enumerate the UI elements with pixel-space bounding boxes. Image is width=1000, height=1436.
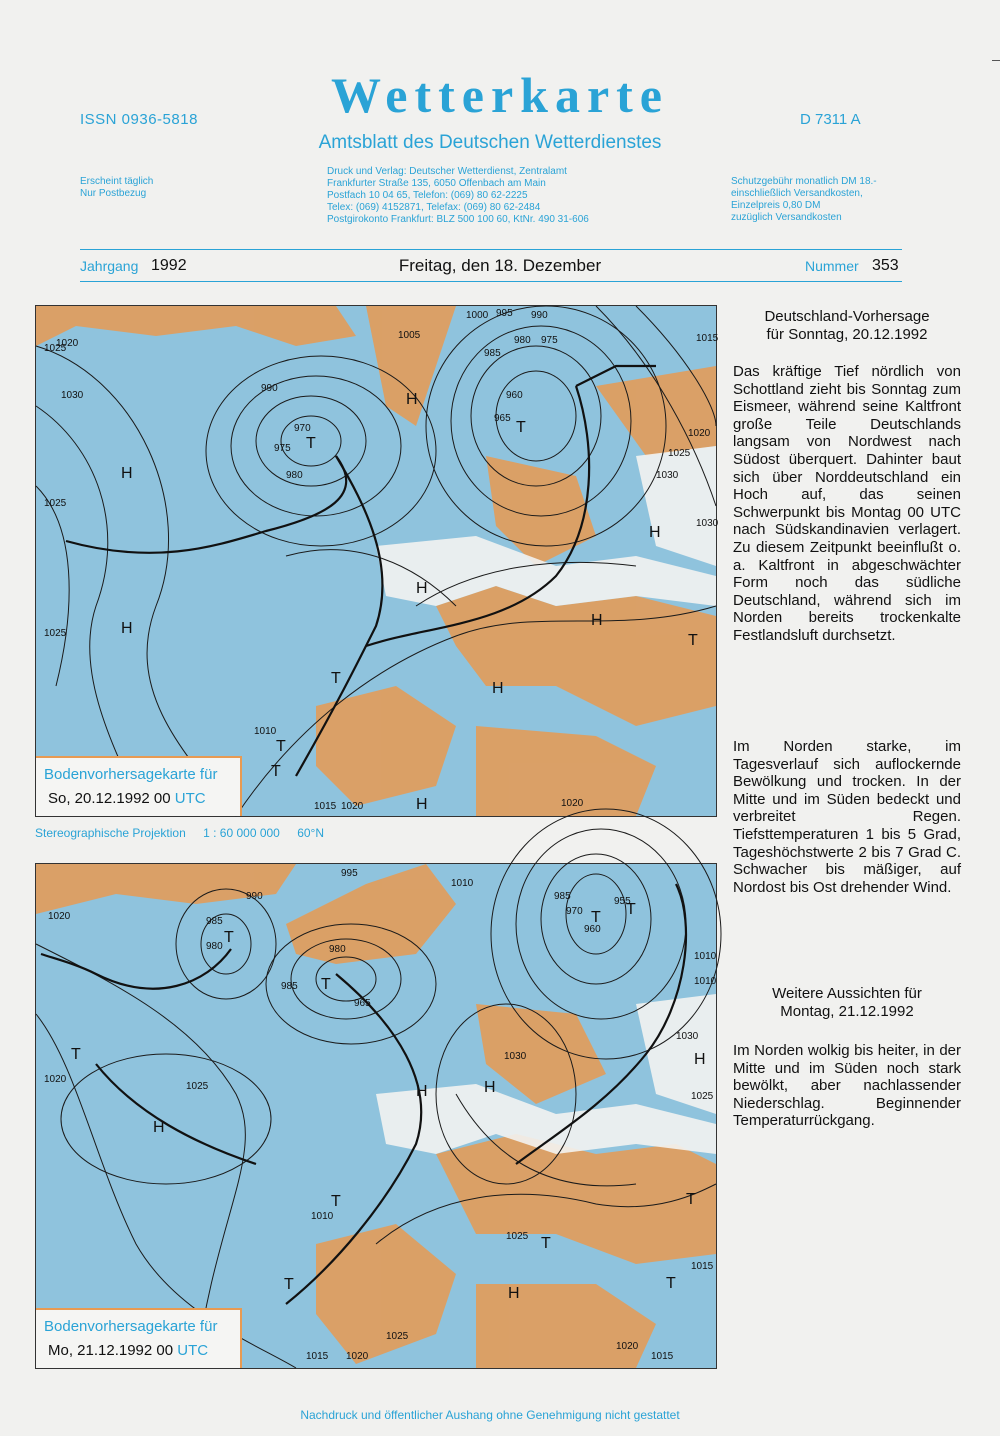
high-label: H bbox=[492, 680, 504, 697]
isobar-label: 980 bbox=[206, 941, 223, 952]
isobar-label: 1025 bbox=[44, 498, 67, 509]
edge-mark bbox=[992, 60, 1000, 61]
isobar-label: 1010 bbox=[311, 1211, 334, 1222]
projection-lat: 60°N bbox=[297, 826, 324, 840]
map-caption-datetime: Mo, 21.12.1992 00 bbox=[48, 1342, 174, 1359]
isobar-label: 1030 bbox=[656, 470, 679, 481]
high-label: H bbox=[649, 524, 661, 541]
forecast-map-monday bbox=[35, 863, 717, 1369]
projection-label: Stereographische Projektion bbox=[35, 826, 186, 840]
low-label: T bbox=[331, 1193, 341, 1210]
isobar-label: 955 bbox=[614, 896, 631, 907]
isobar-label: 970 bbox=[294, 423, 311, 434]
isobar-label: 985 bbox=[206, 916, 223, 927]
high-label: H bbox=[416, 796, 428, 813]
isobar-label: 1015 bbox=[314, 801, 337, 812]
high-label: H bbox=[121, 620, 133, 637]
publication-note-line: Nur Postbezug bbox=[80, 188, 147, 199]
weather-map-2 bbox=[36, 864, 716, 1368]
isobar-label: 1015 bbox=[651, 1351, 674, 1362]
high-label: H bbox=[121, 465, 133, 482]
low-label: T bbox=[331, 670, 341, 687]
isobar-label: 990 bbox=[261, 383, 278, 394]
isobar-label: 975 bbox=[541, 335, 558, 346]
low-label: T bbox=[666, 1275, 676, 1292]
low-label: T bbox=[686, 1191, 696, 1208]
isobar-label: 1010 bbox=[694, 951, 717, 962]
high-label: H bbox=[694, 1051, 706, 1068]
publisher-line: Postgirokonto Frankfurt: BLZ 500 100 60, KtNr. 490 31-606 bbox=[327, 214, 589, 225]
map-caption-datetime: So, 20.12.1992 00 bbox=[48, 790, 171, 807]
outlook-text bbox=[733, 1042, 961, 1130]
isobar-label: 965 bbox=[354, 998, 371, 1009]
header-rule-top bbox=[80, 249, 902, 250]
price-info bbox=[731, 176, 931, 224]
isobar-label: 1030 bbox=[504, 1051, 527, 1062]
isobar-label: 1020 bbox=[346, 1351, 369, 1362]
low-label: T bbox=[591, 909, 601, 926]
high-label: H bbox=[406, 391, 418, 408]
jahrgang-value: 1992 bbox=[151, 257, 187, 274]
isobar-label: 1030 bbox=[61, 390, 84, 401]
isobar-label: 995 bbox=[496, 308, 513, 319]
issue-date: Freitag, den 18. Dezember bbox=[398, 256, 602, 275]
low-label: T bbox=[284, 1276, 294, 1293]
projection-scale: 1 : 60 000 000 bbox=[203, 826, 280, 840]
forecast-heading-line: für Sonntag, 20.12.1992 bbox=[766, 325, 928, 343]
nummer-label: Nummer bbox=[805, 258, 859, 274]
isobar-label: 980 bbox=[514, 335, 531, 346]
isobar-label: 1020 bbox=[616, 1341, 639, 1352]
forecast-heading-line: Deutschland-Vorhersage bbox=[764, 308, 930, 325]
outlook-heading-line: Weitere Aussichten für bbox=[772, 985, 922, 1002]
isobar-label: 980 bbox=[286, 470, 303, 481]
map-caption-title: Bodenvorhersagekarte für bbox=[44, 1318, 218, 1335]
isobar-label: 985 bbox=[484, 348, 501, 359]
high-label: H bbox=[508, 1285, 520, 1302]
masthead-subtitle: Amtsblatt des Deutschen Wetterdienstes bbox=[318, 132, 662, 153]
isobar-label: 1030 bbox=[676, 1031, 699, 1042]
isobar-label: 995 bbox=[341, 868, 358, 879]
isobar-label: 970 bbox=[566, 906, 583, 917]
low-label: T bbox=[688, 632, 698, 649]
isobar-label: 1015 bbox=[691, 1261, 714, 1272]
low-label: T bbox=[306, 435, 316, 452]
publisher-info bbox=[327, 166, 677, 226]
map-caption-utc: UTC bbox=[174, 790, 206, 807]
isobar-label: 960 bbox=[506, 390, 523, 401]
isobar-label: 1020 bbox=[688, 428, 711, 439]
publication-note-line: Erscheint täglich bbox=[80, 176, 154, 187]
map-caption-date bbox=[48, 790, 206, 807]
footer-notice: Nachdruck und öffentlicher Aushang ohne Genehmigung nicht gestattet bbox=[300, 1408, 680, 1422]
outlook-heading-line: Montag, 21.12.1992 bbox=[780, 1002, 914, 1020]
header-rule-bottom bbox=[80, 281, 902, 282]
low-label: T bbox=[71, 1046, 81, 1063]
jahrgang-label: Jahrgang bbox=[80, 258, 139, 274]
high-label: H bbox=[416, 1083, 428, 1100]
low-label: T bbox=[541, 1235, 551, 1252]
isobar-label: 1005 bbox=[398, 330, 421, 341]
isobar-label: 1020 bbox=[48, 911, 71, 922]
isobar-label: 1020 bbox=[56, 338, 79, 349]
isobar-label: 1015 bbox=[306, 1351, 329, 1362]
low-label: T bbox=[516, 419, 526, 436]
isobar-label: 985 bbox=[554, 891, 571, 902]
outlook-paragraph: Im Norden wolkig bis heiter, in der Mitte und im Süden noch stark bewölkt, aber nachlassender Niederschlag. Beginnender Temperaturrückgang. bbox=[733, 1042, 961, 1130]
high-label: H bbox=[591, 612, 603, 629]
forecast-paragraph: Das kräftige Tief nördlich von Schottland zieht bis Sonntag zum Eismeer, während seine Kaltfront große Teile Deutschlands langsam von Nordwest nach Südost überquert. Dahinter baut sich über Norddeutschland ein Hoch auf, das seinen Schwerpunkt bis Montag 00 UTC nach Südskandinavien verlagert. Zu diesem Zeitpunkt beeinflußt o. a. Kaltfront in abgeschwächter Form noch das südliche Deutschland, während sich im Norden bereits trockenkalte Festlandsluft durchsetzt. bbox=[733, 363, 961, 644]
isobar-label: 1010 bbox=[694, 976, 717, 987]
isobar-label: 1030 bbox=[696, 518, 719, 529]
publisher-line: Frankfurter Straße 135, 6050 Offenbach am Main bbox=[327, 178, 546, 189]
forecast-paragraph: Im Norden starke, im Tagesverlauf sich auflockernde Bewölkung und trocken. In der Mitte und im Süden bedeckt und verbreitet Regen. Tiefsttemperaturen 1 bis 5 Grad, Tageshöchstwerte 2 bis 7 Grad C. Schwacher bis mäßiger, auf Nordost bis Ost drehender Wind. bbox=[733, 738, 961, 896]
isobar-label: 985 bbox=[281, 981, 298, 992]
isobar-label: 1025 bbox=[668, 448, 691, 459]
price-line: Einzelpreis 0,80 DM bbox=[731, 200, 821, 211]
isobar-label: 965 bbox=[494, 413, 511, 424]
isobar-label: 1025 bbox=[44, 628, 67, 639]
publication-note bbox=[80, 176, 230, 200]
price-line: Schutzgebühr monatlich DM 18.- bbox=[731, 176, 877, 187]
isobar-label: 1010 bbox=[451, 878, 474, 889]
isobar-label: 1015 bbox=[696, 333, 719, 344]
map-caption-utc: UTC bbox=[177, 1342, 209, 1359]
isobar-label: 1025 bbox=[691, 1091, 714, 1102]
price-line: zuzüglich Versandkosten bbox=[731, 212, 842, 223]
low-label: T bbox=[271, 763, 281, 780]
map-caption-title: Bodenvorhersagekarte für bbox=[44, 766, 218, 783]
isobar-label: 1010 bbox=[254, 726, 277, 737]
high-label: H bbox=[484, 1079, 496, 1096]
isobar-label: 1020 bbox=[44, 1074, 67, 1085]
isobar-label: 980 bbox=[329, 944, 346, 955]
low-label: T bbox=[321, 976, 331, 993]
isobar-label: 1020 bbox=[561, 798, 584, 809]
high-label: H bbox=[416, 580, 428, 597]
map-caption bbox=[36, 1308, 242, 1368]
low-label: T bbox=[276, 738, 286, 755]
map-caption bbox=[36, 756, 242, 816]
postal-number: D 7311 A bbox=[800, 111, 861, 128]
issn: ISSN 0936-5818 bbox=[80, 111, 198, 128]
isobar-label: 1025 bbox=[44, 343, 67, 354]
isobar-label: 1000 bbox=[466, 310, 489, 321]
isobar-label: 975 bbox=[274, 443, 291, 454]
isobar-label: 1020 bbox=[341, 801, 364, 812]
publisher-line: Druck und Verlag: Deutscher Wetterdienst, Zentralamt bbox=[327, 166, 567, 177]
forecast-heading bbox=[733, 308, 961, 343]
forecast-weather-text bbox=[733, 738, 961, 896]
low-label: T bbox=[626, 901, 636, 918]
forecast-map-sunday bbox=[35, 305, 717, 817]
isobar-label: 1025 bbox=[186, 1081, 209, 1092]
high-label: H bbox=[153, 1119, 165, 1136]
masthead-title: Wetterkarte bbox=[331, 67, 669, 123]
isobar-label: 960 bbox=[584, 924, 601, 935]
publisher-line: Telex: (069) 4152871, Telefax: (069) 80 62-2484 bbox=[327, 202, 541, 213]
isobar-label: 1025 bbox=[506, 1231, 529, 1242]
price-line: einschließlich Versandkosten, bbox=[731, 188, 863, 199]
low-label: T bbox=[224, 929, 234, 946]
weather-map-1 bbox=[36, 306, 719, 816]
isobar-label: 990 bbox=[246, 891, 263, 902]
projection-note bbox=[35, 826, 338, 840]
isobar-label: 990 bbox=[531, 310, 548, 321]
isobar-label: 1025 bbox=[386, 1331, 409, 1342]
map-caption-date bbox=[48, 1342, 208, 1359]
forecast-text bbox=[733, 363, 961, 645]
publisher-line: Postfach 10 04 65, Telefon: (069) 80 62-2225 bbox=[327, 190, 528, 201]
outlook-heading bbox=[733, 985, 961, 1020]
nummer-value: 353 bbox=[872, 257, 899, 274]
